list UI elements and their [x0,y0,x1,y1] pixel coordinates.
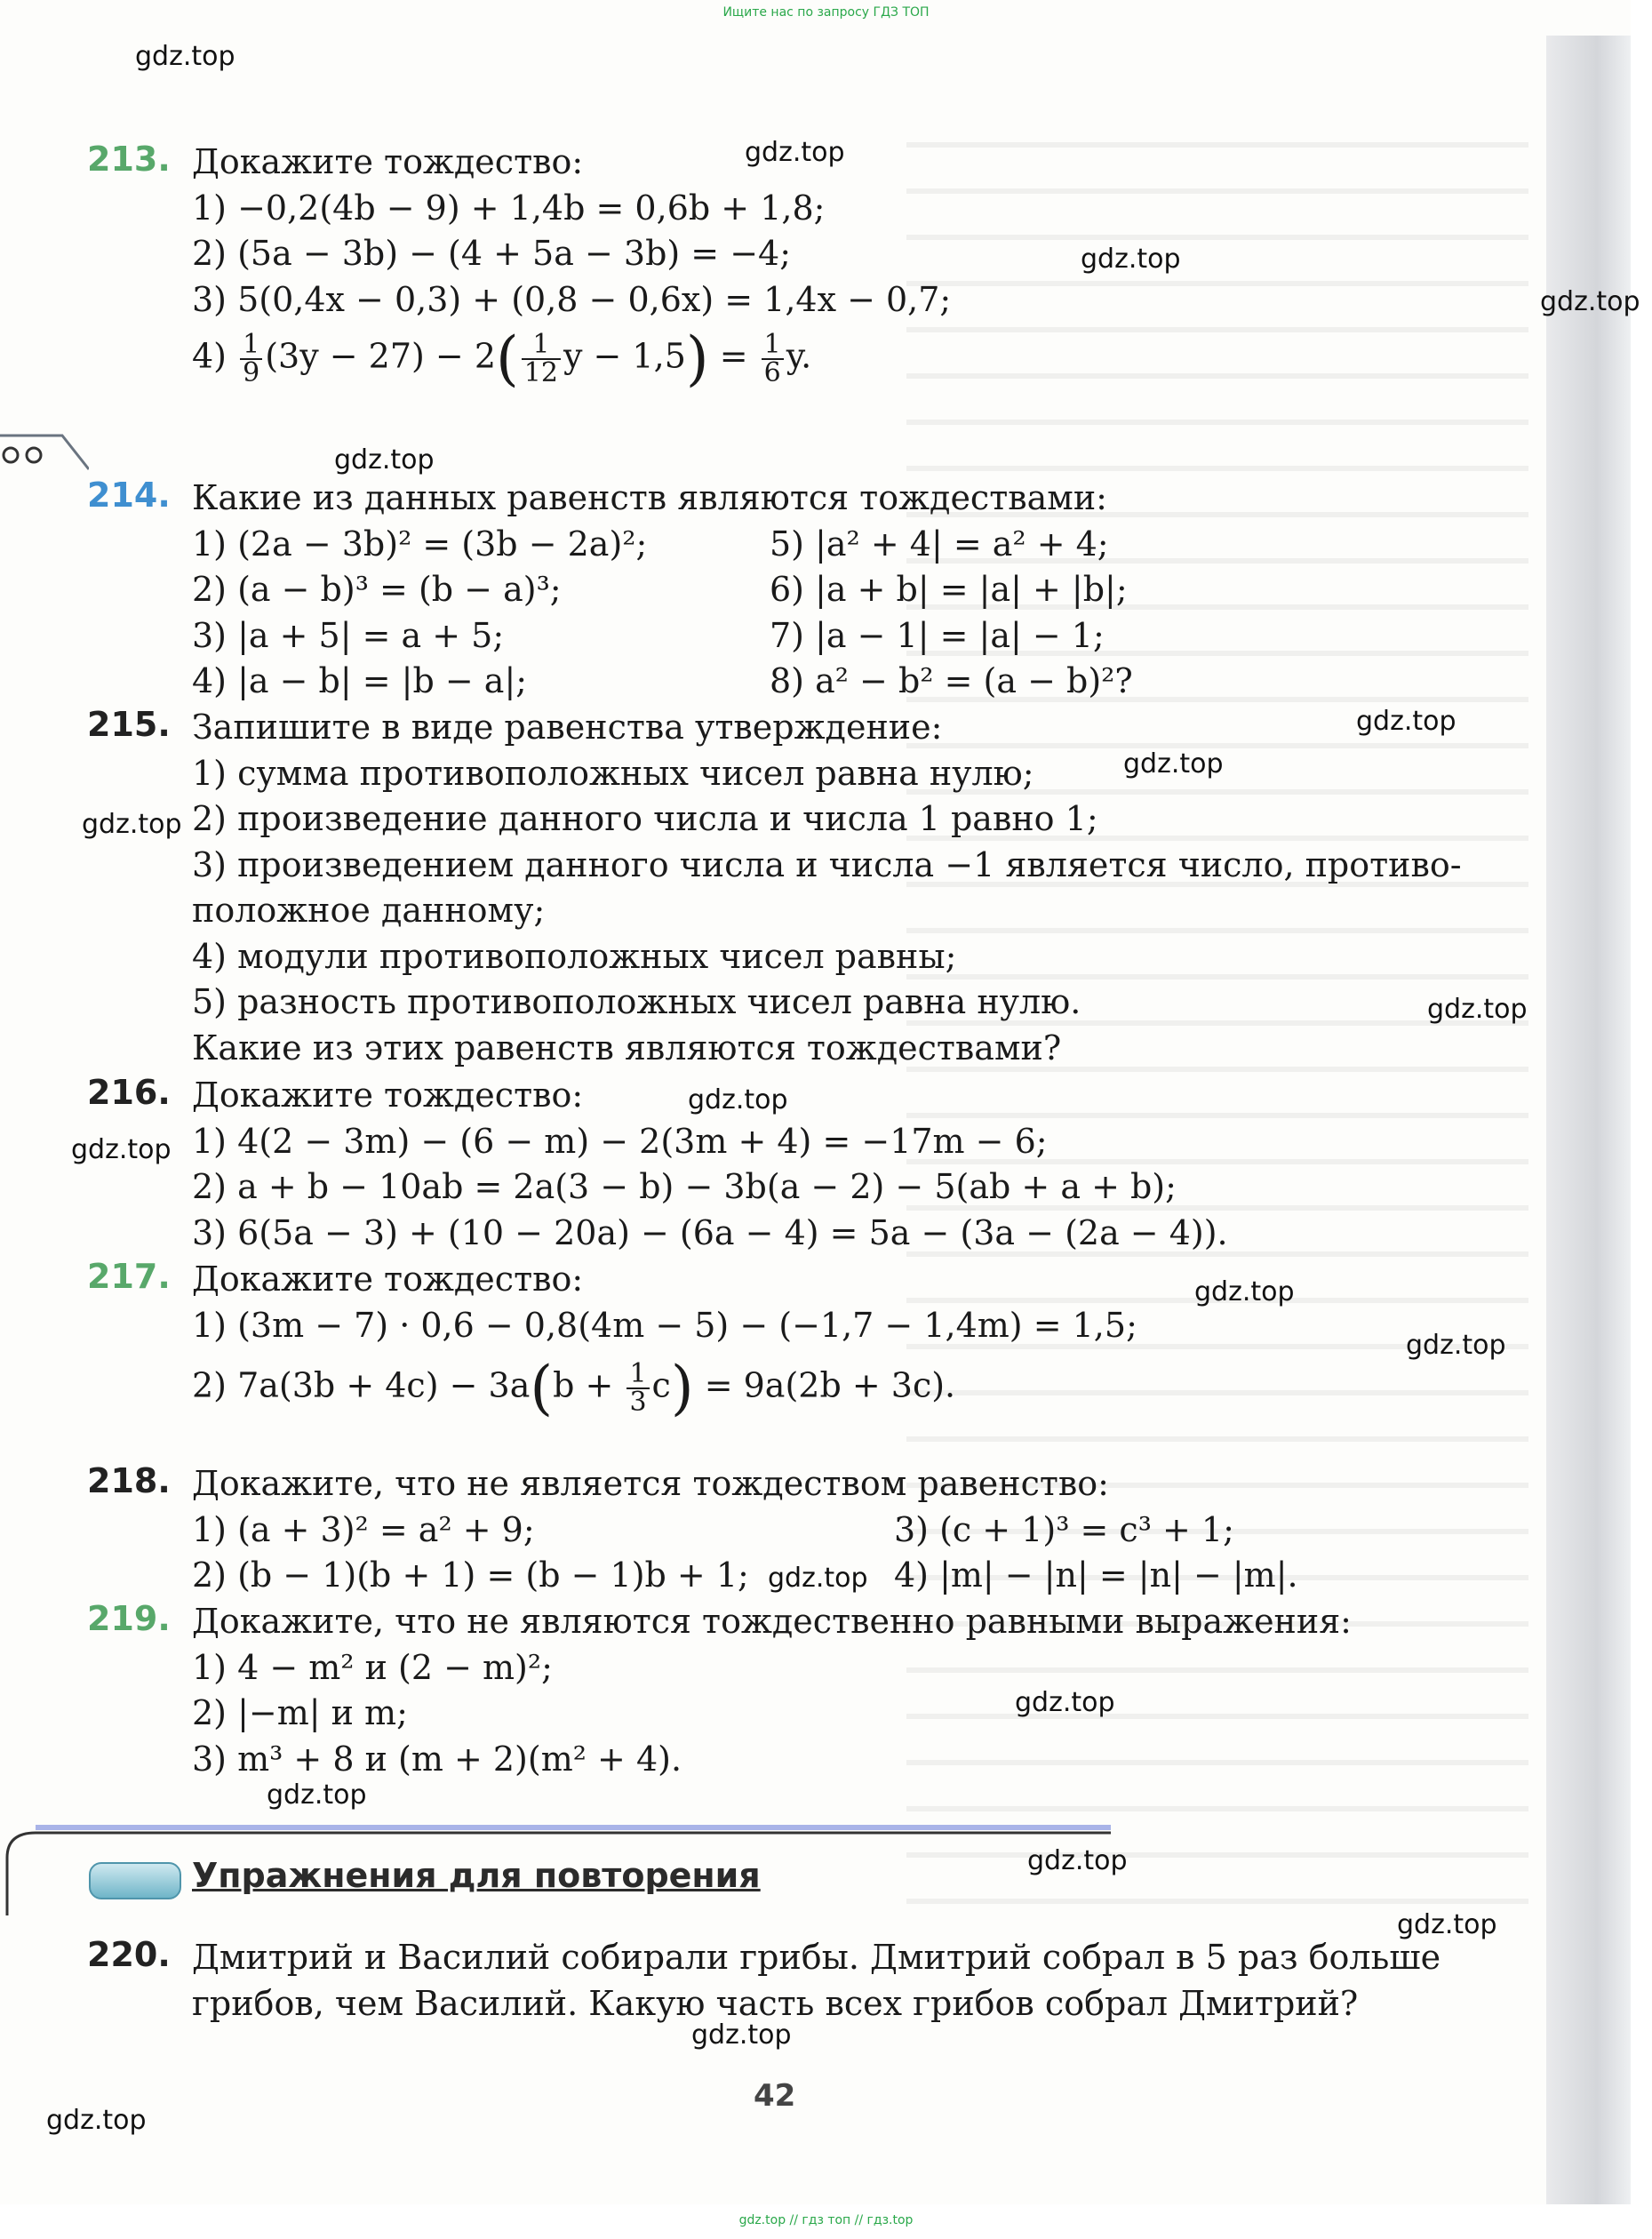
watermark: gdz.top [334,444,435,476]
problem-number: 214. [87,476,171,515]
page-number: 42 [754,2078,796,2114]
problem-text: Дмитрий и Василий собирали грибы. Дмитрий собрал в 5 раз больше [192,1938,1441,1977]
problem-item-fraction: 2) 7a(3b + 4c) − 3a(b + $\frac{1}{3}$ c) = 9a(2b + 3c). [192,1354,956,1422]
problem-item: 2) произведение данного числа и числа 1 равно 1; [192,799,1098,838]
problem-title: Докажите, что не является тождеством равенство: [192,1464,1109,1503]
problem-item: 5) разность противоположных чисел равна нулю. [192,982,1081,1021]
expr-part: y. [786,336,812,376]
problem-item: 1) сумма противоположных чисел равна нулю; [192,753,1034,793]
problem-title: Докажите, что не являются тождественно равными выражения: [192,1602,1352,1641]
problem-214 [87,476,1527,705]
expr-part: y − 1,5 [563,336,686,376]
problem-item: 7) |a − 1| = |a| − 1; [770,615,1105,655]
problem-item: 4) |a − b| = |b − a|; [192,661,528,700]
watermark: gdz.top [1081,244,1181,275]
expr-part: = 9a(2b + 3c). [704,1365,956,1405]
problem-item: 6) |a + b| = |a| + |b|; [770,570,1128,609]
problem-item: 4) |m| − |n| = |n| − |m|. [894,1555,1298,1595]
watermark: gdz.top [1356,706,1456,737]
fraction: $\frac{1}{6}$ [762,332,784,387]
problem-number: 216. [87,1073,171,1112]
fraction: $\frac{1}{9}$ [240,332,262,387]
problem-number: 218. [87,1461,171,1500]
problem-question: Какие из этих равенств являются тождествами? [192,1028,1062,1068]
expr-part: = [719,336,748,376]
problem-216 [87,1073,1527,1256]
expr-part: (3y − 27) − 2 [265,336,497,376]
problem-item: 1) (3m − 7) · 0,6 − 0,8(4m − 5) − (−1,7 − 1,4m) = 1,5; [192,1305,1137,1345]
problem-number: 220. [87,1935,171,1974]
footer-note: gdz.top // гдз топ // гдз.top [738,2213,914,2227]
problem-219 [87,1599,1527,1782]
watermark: gdz.top [82,809,182,840]
item-label: 4) [192,336,227,376]
top-note: Ищите нас по запросу ГДЗ ТОП [722,5,930,20]
problem-title: Докажите тождество: [192,1259,584,1299]
problem-item-fraction: 4) $\frac{1}{9}$ (3y − 27) − 2( $\frac{1}{12}$ y − 1,5) = $\frac{1}{6}$ y. [192,324,812,393]
section-icon [89,1862,181,1899]
problem-title: Запишите в виде равенства утверждение: [192,708,943,747]
watermark: gdz.top [1027,1845,1128,1876]
problem-item: 3) 5(0,4x − 0,3) + (0,8 − 0,6x) = 1,4x − 0,7; [192,279,952,319]
watermark: gdz.top [1015,1687,1115,1718]
problem-number: 219. [87,1599,171,1638]
watermark: gdz.top [691,2019,792,2051]
problem-217 [87,1257,1527,1422]
problem-item: 1) 4(2 − 3m) − (6 − m) − 2(3m + 4) = −17m − 6; [192,1121,1048,1161]
problem-title: Докажите тождество: [192,142,584,181]
problem-213 [87,140,1527,393]
watermark: gdz.top [71,1134,172,1165]
watermark: gdz.top [1406,1330,1506,1361]
problem-item: 1) 4 − m² и (2 − m)²; [192,1647,553,1687]
problem-item: 2) (b − 1)(b + 1) = (b − 1)b + 1; [192,1555,749,1595]
problem-item: 2) (a − b)³ = (b − a)³; [192,570,562,609]
problem-item: 3) (c + 1)³ = c³ + 1; [894,1509,1234,1549]
watermark: gdz.top [1427,994,1528,1025]
problem-number: 213. [87,140,171,179]
problem-item: 1) (2a − 3b)² = (3b − 2a)²; [192,524,648,564]
expr-part: b + [553,1365,614,1405]
problem-item: 3) m³ + 8 и (m + 2)(m² + 4). [192,1739,682,1779]
watermark: gdz.top [745,137,845,168]
watermark: gdz.top [267,1779,367,1811]
watermark: gdz.top [135,41,235,72]
problem-number: 215. [87,705,171,744]
problem-item: 2) a + b − 10ab = 2a(3 − b) − 3b(a − 2) − 5(ab + a + b); [192,1167,1177,1206]
watermark: gdz.top [46,2105,147,2136]
problem-215 [87,705,1527,1071]
problem-item-continued: положное данному; [192,891,546,930]
problem-item: 2) |−m| и m; [192,1693,408,1732]
watermark: gdz.top [1123,748,1224,780]
problem-218 [87,1461,1527,1599]
problem-220 [87,1935,1527,2027]
fraction: $\frac{1}{12}$ [522,332,561,387]
expr-part: c [651,1365,671,1405]
fraction: $\frac{1}{3}$ [626,1361,649,1416]
problem-number: 217. [87,1257,171,1296]
watermark: gdz.top [1540,286,1640,317]
problem-item: 2) (5a − 3b) − (4 + 5a − 3b) = −4; [192,234,792,273]
problem-item: 4) модули противоположных чисел равны; [192,936,957,976]
margin-tab-decoration [0,428,89,471]
watermark: gdz.top [1194,1276,1295,1307]
problem-item: 5) |a² + 4| = a² + 4; [770,524,1109,564]
page-edge-shadow [1546,36,1631,2204]
watermark: gdz.top [688,1084,788,1116]
watermark: gdz.top [768,1563,868,1594]
problem-item: 1) (a + 3)² = a² + 9; [192,1509,535,1549]
problem-item: 8) a² − b² = (a − b)²? [770,661,1133,700]
problem-item: 1) −0,2(4b − 9) + 1,4b = 0,6b + 1,8; [192,188,826,228]
expr-part: 2) 7a(3b + 4c) − 3a [192,1365,531,1405]
problem-text: грибов, чем Василий. Какую часть всех грибов собрал Дмитрий? [192,1983,1359,2023]
problem-title: Какие из данных равенств являются тождествами: [192,478,1107,517]
problem-title: Докажите тождество: [192,1076,584,1115]
problem-item: 3) произведением данного числа и числа −1 является число, противо- [192,844,1462,884]
problem-item: 3) 6(5a − 3) + (10 − 20a) − (6a − 4) = 5a − (3a − (2a − 4)). [192,1212,1228,1252]
watermark: gdz.top [1397,1909,1497,1940]
problem-item: 3) |a + 5| = a + 5; [192,615,505,655]
section-title: Упражнения для повторения [192,1856,761,1895]
